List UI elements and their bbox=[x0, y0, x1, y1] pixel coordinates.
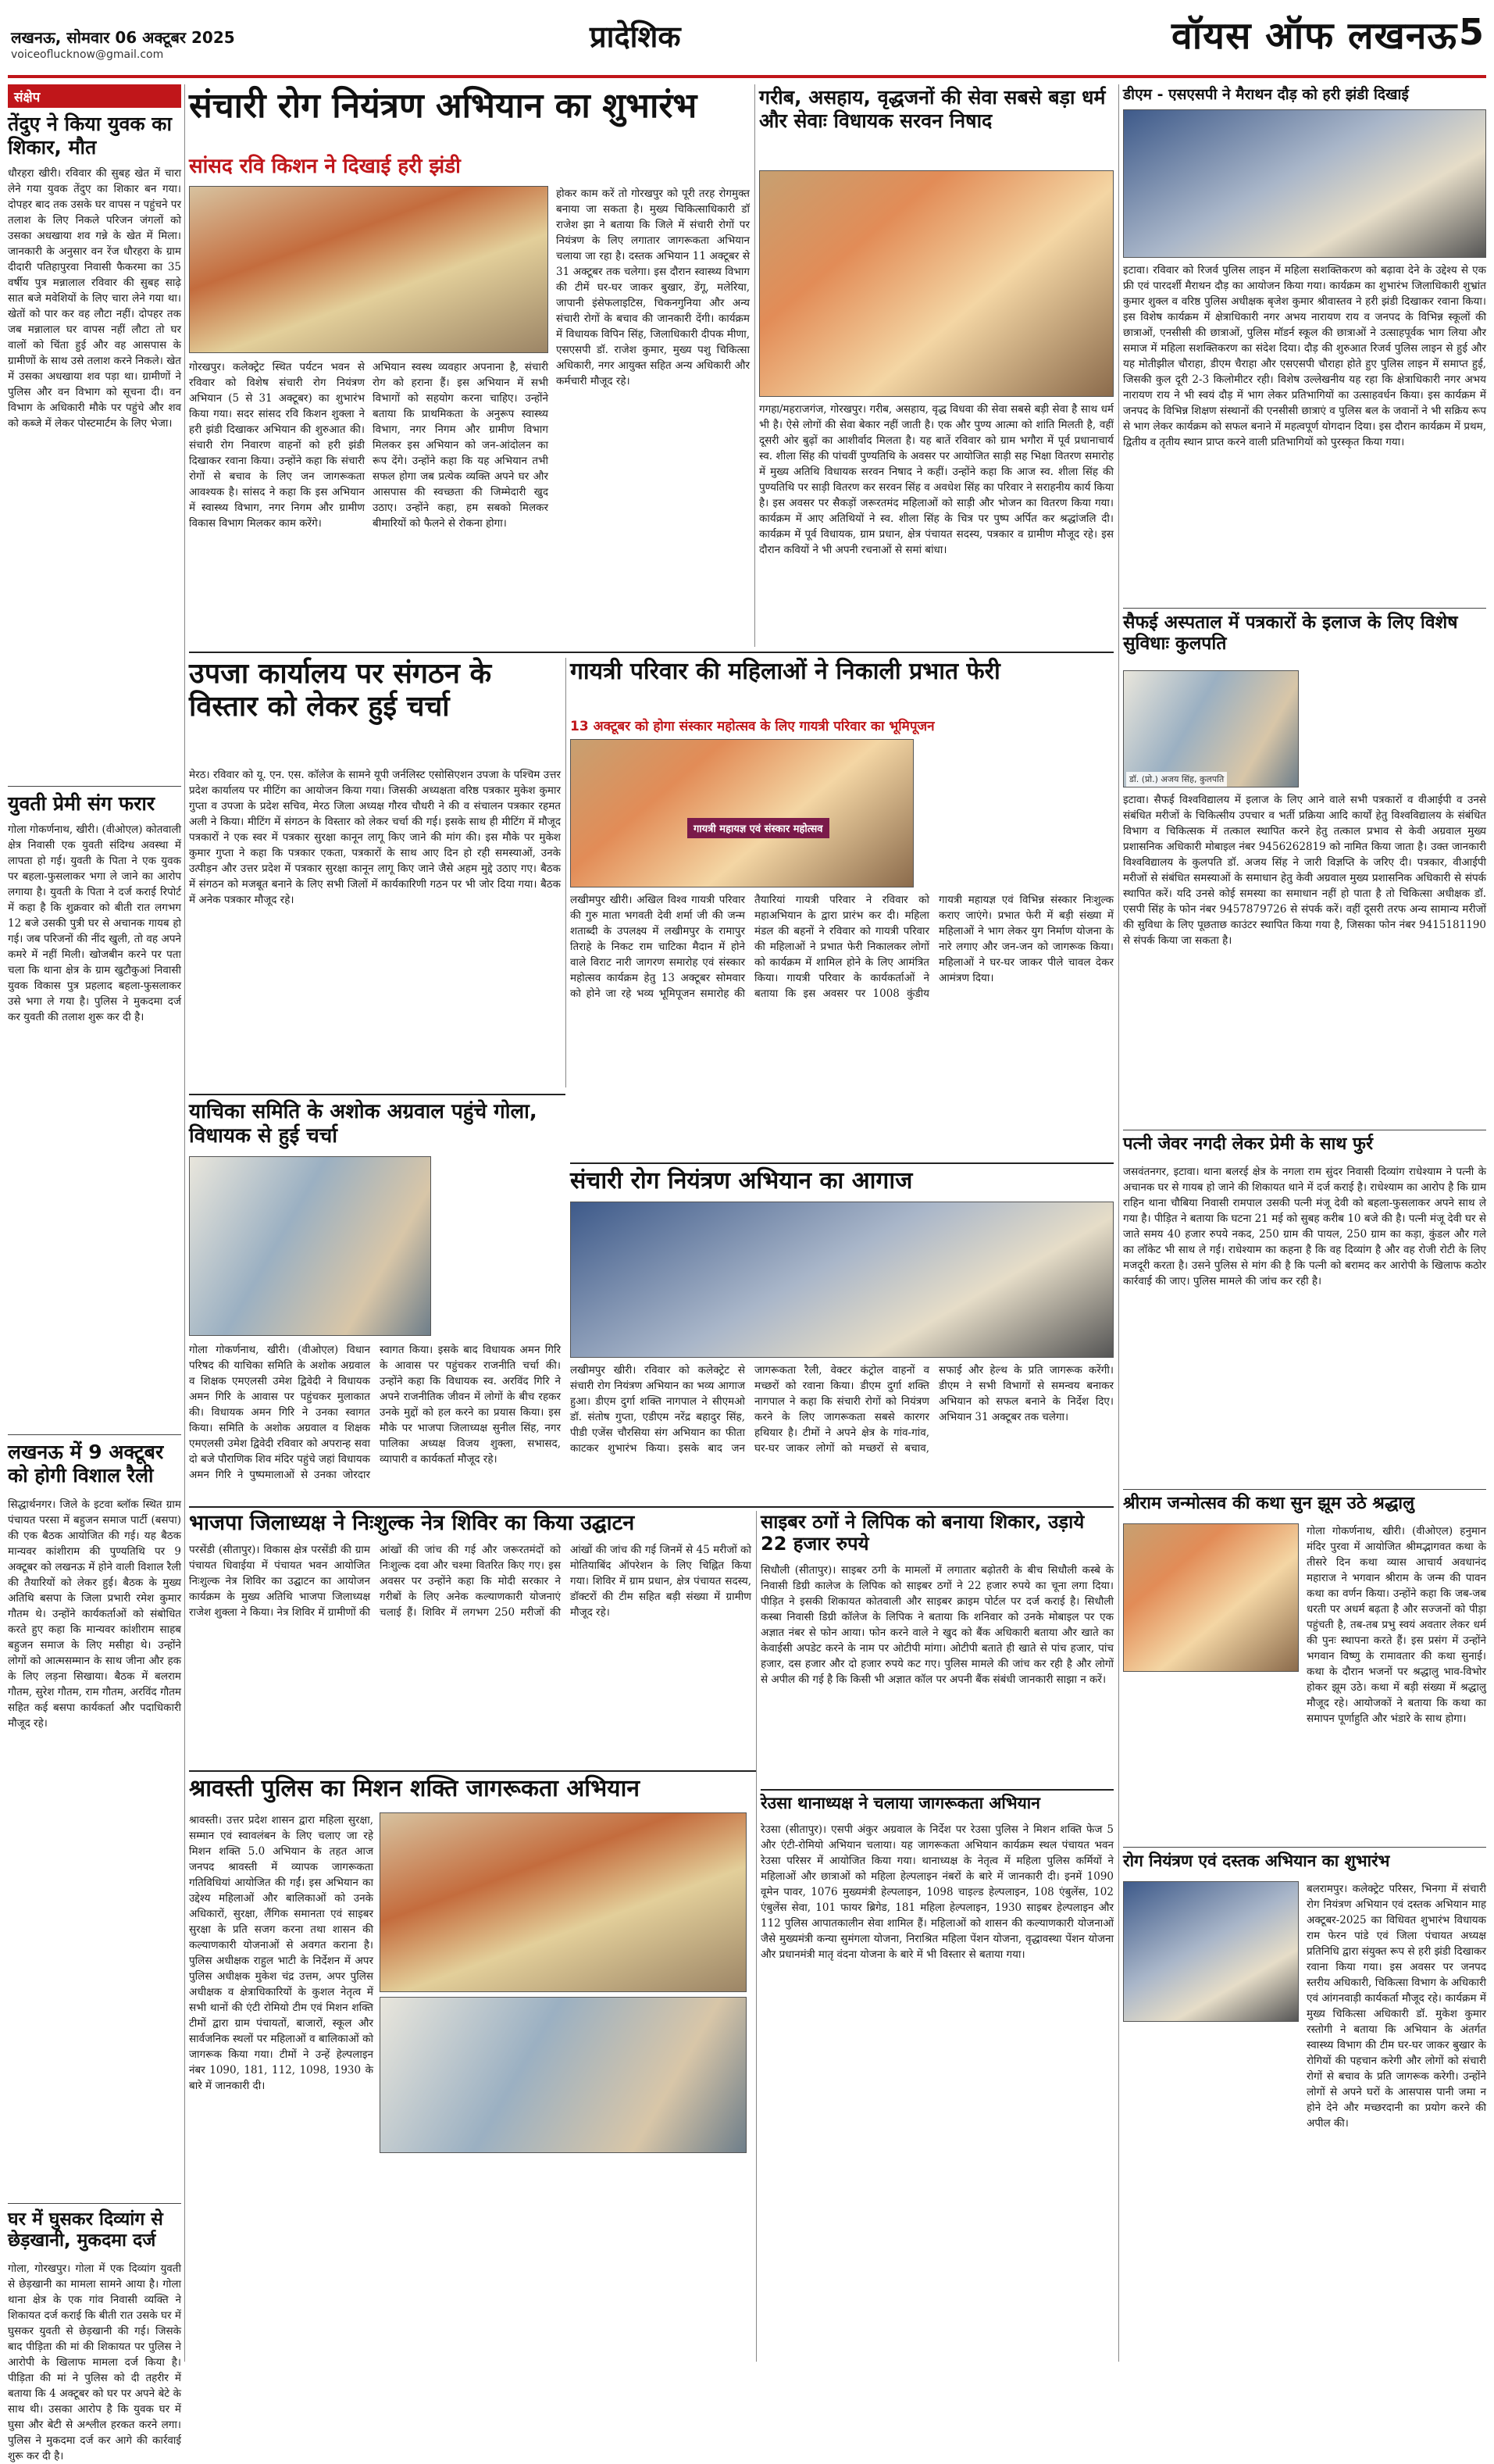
journalist-photo bbox=[1123, 670, 1299, 787]
lead-story bbox=[189, 86, 750, 648]
journalist-body: इटावा। सैफई विश्वविद्यालय में इलाज के लिए आने वाले सभी पत्रकारों व वीआईपी व उनसे संबंधित मरीजों के चिकित्सीय उपचार व भर्ती प्रक्रिया आदि कार्यों हेतु विश्वविद्यालय के संबंधित विभाग व चिकित्सक में तत्काल स्थापित करने हेतु तत्काल प्रभाव से केवी अग्रवाल मुख्य प्रशासनिक अधिकारी मोबाइल नंबर 9456262819 को नामित किया जाता है। उक्त जानकारी विश्वविद्यालय के कुलपति डॉ. अजय सिंह ने जारी विज्ञप्ति के जरिए दी। पत्रकार, वीआईपी मरीजों से संबंधित समस्याओं के समाधान हेतु केवी अग्रवाल मुख्य प्रशासनिक अधिकारी से संपर्क स्थापित करें। यदि उनसे कोई समस्या का समाधान नहीं हो पाता है तो चिकित्सा अधीक्षक डॉ. एसपी सिंह के फोन नंबर 9457879726 से संपर्क करें। वहीं दूसरी तरफ अन्य सामान्य मरीजों की सुविधा के लिए पूछताछ काउंटर स्थापित किया गया है, जिसका फोन नंबर 9415181190 से संपर्क किया जा सकता है। bbox=[1123, 794, 1486, 947]
marathon-story bbox=[1123, 86, 1486, 602]
ramkatha-story bbox=[1123, 1489, 1486, 1842]
poor-headline: गरीब, असहाय, वृद्धजनों की सेवा सबसे बड़ा धर्म और सेवाः विधायक सरवन निषाद bbox=[759, 86, 1106, 132]
lead-body-1: गोरखपुर। कलेक्ट्रेट स्थित पर्यटन भवन से रविवार को विशेष संचारी रोग नियंत्रण अभियान (5 से 31 अक्टूबर) का शुभारंभ किया गया। सदर सांसद रवि किशन शुक्ला ने हरी झंडी दिखाकर अभियान की शुरुआत की। संचारी रोग निवारण वाहनों को हरी झंडी दिखाकर रवाना किया। उन्होंने कहा कि संचारी रोगों से बचाव के लिए जन जागरूकता आवश्यक है। सांसद ने कहा कि इस अभियान में स्वास्थ्य विभाग, नगर निगम और ग्रामीण विकास विभाग मिलकर काम करेंगे। bbox=[189, 361, 365, 530]
brief-label: संक्षेप bbox=[8, 84, 181, 108]
poor-story bbox=[759, 86, 1114, 648]
brief-body-4: गोला, गोरखपुर। गोला में एक दिव्यांग युवती से छेड़खानी का मामला सामने आया है। गोला थाना क्षेत्र के एक गांव निवासी व्यक्ति ने शिकायत दर्ज कराई कि बीती रात उसके घर में घुसकर युवती से छेड़खानी की गई। जिसके बाद पीड़िता की मां की शिकायत पर पुलिस ने आरोपी के खिलाफ मामला दर्ज किया है। पीड़िता की मां ने पुलिस को दी तहरीर में बताया कि 4 अक्टूबर को घर पर अपने बेटे के साथ थी। उसका आरोप है कि युवक घर में घुसा और बेटी से अश्लील हरकत करने लगा। पुलिस ने मुकदमा दर्ज कर आगे की कार्रवाई शुरू कर दी है। bbox=[8, 2262, 181, 2462]
jewelry-body: जसवंतनगर, इटावा। थाना बलरई क्षेत्र के नगला राम सुंदर निवासी दिव्यांग राधेश्याम ने पत्नी के अचानक घर से गायब हो जाने की शिकायत थाने में दर्ज कराई है। राधेश्याम का आरोप है कि ग्राम राहिन थाना चौबिया निवासी रामपाल उसकी पत्नी मंजू देवी को बहला-फुसलाकर अपने साथ ले गया है। पीड़ित ने बताया कि घटना 21 मई को सुबह करीब 10 बजे की है। पत्नी मंजू देवी घर से जाते समय 40 हजार रुपये नकद, 250 ग्राम की पायल, 250 ग्राम का कड़ा, कुंडल और गले का लॉकेट भी साथ ले गई। राधेश्याम का कहना है कि वह दिव्यांग है और वह रोजी रोटी के लिए मजदूरी करता है। उसने पुलिस से मांग की है कि पत्नी को बरामद कर आरोपी के खिलाफ कठोर कार्रवाई की जाए। पुलिस मामले की जांच कर रही है। bbox=[1123, 1166, 1486, 1287]
lead-photo bbox=[189, 186, 548, 353]
shravasti-photo-2 bbox=[380, 1997, 747, 2153]
lead-body-3: होकर काम करें तो गोरखपुर को पूरी तरह रोगमुक्त बनाया जा सकता है। मुख्य चिकित्साधिकारी डॉ राजेश झा ने बताया कि जिले में संचारी रोगों पर नियंत्रण के लिए लगातार जागरूकता अभियान चलाया जा रहा है। दस्तक अभियान 11 अक्टूबर से 31 अक्टूबर तक चलेगा। इस दौरान स्वास्थ्य विभाग की टीमें घर-घर जाकर बुखार, डेंगू, मलेरिया, जापानी इंसेफलाइटिस, चिकनगुनिया और अन्य संचारी रोगों के बचाव की जानकारी देंगी। कार्यक्रम में विधायक विपिन सिंह, जिलाधिकारी दीपक मीणा, एसएसपी डॉ. राजेश कुमार, मुख्य पशु चिकित्सा अधिकारी, नगर आयुक्त सहित अन्य अधिकारी और कर्मचारी मौजूद रहे। bbox=[556, 187, 750, 387]
upja-headline: उपजा कार्यालय पर संगठन के विस्तार को लेकर हुई चर्चा bbox=[189, 658, 492, 723]
cyber-story bbox=[761, 1511, 1114, 1784]
lead-headline: संचारी रोग नियंत्रण अभियान का शुभारंभ bbox=[189, 86, 697, 126]
lead-body-2: अभियान स्वस्थ व्यवहार अपनाना है, संचारी रोग को हराना हैं। इस अभियान में सभी विभागों को सहयोग करना चाहिए। उन्होंने बताया कि प्राथमिकता के अनुरूप स्वास्थ्य विभाग, नगर निगम और ग्रामीण विभाग मिलकर इस अभियान को जन-आंदोलन का रूप देंगे। उन्होंने कहा कि यह अभियान तभी सफल होगा जब प्रत्येक व्यक्ति अपने घर और आसपास की स्वच्छता की जिम्मेदारी खुद उठाए। उन्होंने कहा, हम सबको मिलकर बीमारियों को फैलने से रोकना होगा। bbox=[373, 361, 548, 530]
dastak-photo bbox=[1123, 1881, 1299, 2022]
section-label: प्रादेशिक bbox=[590, 20, 681, 54]
yachika-photo bbox=[189, 1156, 431, 1336]
lead-subhead: सांसद रवि किशन ने दिखाई हरी झंडी bbox=[189, 155, 461, 178]
masthead bbox=[0, 0, 1494, 83]
reusa-story bbox=[761, 1794, 1114, 2362]
sanchari2-body: लखीमपुर खीरी। रविवार को कलेक्ट्रेट से संचारी रोग नियंत्रण अभियान का भव्य आगाज हुआ। डीएम दुर्गा शक्ति नागपाल ने सीएमओ डॉ. संतोष गुप्ता, एडीएम नरेंद्र बहादुर सिंह, पीडी एजेंस चौरसिया संग अभियान का फीता काटकर शुभारंभ किया। इसके बाद जन जागरूकता रैली, वेक्टर कंट्रोल वाहनों व मच्छरों को रवाना किया। डीएम दुर्गा शक्ति नागपाल ने कहा कि संचारी रोगों को नियंत्रण करने के लिए जागरूकता सबसे कारगर हथियार है। टीमों ने अपने क्षेत्र के गांव-गांव, घर-घर जाकर लोगों को मच्छरों से बचाव, सफाई और हेल्थ के प्रति जागरूक करेंगी। डीएम ने सभी विभागों से समन्वय बनाकर अभियान को सफल बनाने के निर्देश दिए। अभियान 31 अक्टूबर तक चलेगा। bbox=[570, 1364, 1114, 1455]
bhajpa-story bbox=[189, 1511, 751, 1766]
shravasti-photo-1 bbox=[380, 1812, 747, 1992]
yachika-body: गोला गोकर्णनाथ, खीरी। (वीओएल) विधान परिषद की याचिका समिति के अशोक अग्रवाल व शिक्षक एमएलसी उमेश द्विवेदी ने विधायक अमन गिरि के आवास पर पहुंचकर मुलाकात की। विधायक अमन गिरि ने उनका स्वागत किया। समिति के अशोक अग्रवाल व शिक्षक एमएलसी उमेश द्विवेदी रविवार को अपरान्ह सवा दो बजे पौराणिक शिव मंदिर पहुंचे जहां विधायक अमन गिरि ने पुष्पमालाओं से उनका जोरदार स्वागत किया। इसके बाद विधायक अमन गिरि के आवास पर पहुंचकर राजनीति चर्चा की। उन्होंने कहा कि विधायक स्व. अरविंद गिरि ने अपने राजनीतिक जीवन में लोगों के बीच रहकर उनके मुद्दों को हल करने का प्रयास किया। इस मौके पर भाजपा जिलाध्यक्ष सुनील सिंह, नगर पालिका अध्यक्ष विजय शुक्ला, सभासद, व्यापारी व कार्यकर्ता मौजूद रहे। bbox=[189, 1344, 561, 1481]
masthead-rule bbox=[8, 75, 1486, 78]
reusa-body: रेउसा (सीतापुर)। एसपी अंकुर अग्रवाल के निर्देश पर रेउसा पुलिस ने मिशन शक्ति फेज 5 और एंटी-रोमियो अभियान चलाया। यह जागरूकता अभियान कार्यक्रम स्थल पंचायत भवन रेउसा परिसर में आयोजित किया गया। थानाध्यक्ष के नेतृत्व में महिला पुलिस कर्मियों ने महिलाओं और छात्राओं को महिला हेल्पलाइन नंबरों के बारे में जानकारी दी। इनमें 1090 वूमेन पावर, 1076 मुख्यमंत्री हेल्पलाइन, 1098 चाइल्ड हेल्पलाइन, 108 एंबुलेंस, 102 एंबुलेंस सेवा, 101 फायर ब्रिगेड, 181 महिला हेल्पलाइन, 1930 साइबर हेल्पलाइन और 112 पुलिस आपातकालीन सेवा शामिल हैं। महिलाओं को शासन की कल्याणकारी योजनाओं जैसे मुख्यमंत्री कन्या सुमंगला योजना, निराश्रित महिला पेंशन योजना, वृद्धावस्था पेंशन योजना और प्रधानमंत्री मातृ वंदना योजना के बारे में भी विस्तार से बताया गया। bbox=[761, 1823, 1114, 1961]
dastak-story bbox=[1123, 1847, 1486, 2362]
dastak-body: बलरामपुर। कलेक्ट्रेट परिसर, भिनगा में संचारी रोग नियंत्रण अभियान एवं दस्तक अभियान माह अक्टूबर-2025 का विधिवत शुभारंभ विधायक राम फेरन पांडे एवं जिला पंचायत अध्यक्ष प्रतिनिधि द्वारा संयुक्त रूप से हरी झंडी दिखाकर रवाना किया गया। इस अवसर पर जनपद स्तरीय अधिकारी, चिकित्सा विभाग के अधिकारी एवं आंगनवाड़ी कार्यकर्ता मौजूद रहे। कार्यक्रम में मुख्य चिकित्सा अधिकारी डॉ. मुकेश कुमार रस्तोगी ने बताया कि अभियान के अंतर्गत स्वास्थ्य विभाग की टीम घर-घर जाकर बुखार के रोगियों की पहचान करेगी और लोगों को संचारी रोगों से बचाव के प्रति जागरूक करेगी। उन्होंने लोगों से अपने घरों के आसपास पानी जमा न होने देने और मच्छरदानी का प्रयोग करने की अपील की। bbox=[1307, 1883, 1486, 2130]
brief-headline-1: तेंदुए ने किया युवक का शिकार, मौत bbox=[8, 112, 172, 159]
brief-body-3: सिद्धार्थनगर। जिले के इटवा ब्लॉक स्थित ग्राम पंचायत परसा में बहुजन समाज पार्टी (बसपा) की एक बैठक आयोजित की गई। यह बैठक मान्यवर कांशीराम की पुण्यतिथि पर 9 अक्टूबर को लखनऊ में होने वाली विशाल रैली की तैयारियों को लेकर हुई। बैठक के मुख्य अतिथि बसपा के जिला प्रभारी रमेश कुमार गौतम थे। उन्होंने कार्यकर्ताओं को संबोधित करते हुए कहा कि मान्यवर कांशीराम साहब बहुजन समाज के लिए मसीहा थे। उन्होंने लोगों को आत्मसम्मान के साथ जीना और हक के लिए लड़ना सिखाया। बैठक में बलराम गौतम, सुरेश गौतम, राम गौतम, अरविंद गौतम सहित कई बसपा कार्यकर्ता और पदाधिकारी मौजूद रहे। bbox=[8, 1498, 181, 1730]
marathon-headline: डीएम - एसएसपी ने मैराथन दौड़ को हरी झंडी दिखाई bbox=[1123, 86, 1409, 103]
ramkatha-photo bbox=[1123, 1523, 1299, 1672]
gayatri-photo bbox=[570, 739, 914, 887]
ramkatha-body: गोला गोकर्णनाथ, खीरी। (वीओएल) हनुमान मंदिर पुरवा में आयोजित श्रीमद्भागवत कथा के तीसरे दिन कथा व्यास आचार्य अवधानंद महाराज ने भगवान श्रीराम के जन्म की पावन कथा का वर्णन किया। उन्होंने कहा कि जब-जब धरती पर अधर्म बढ़ता है और सज्जनों को पीड़ा पहुंचती है, तब-तब प्रभु स्वयं अवतार लेकर धर्म की पुनः स्थापना करते हैं। इस प्रसंग में उन्होंने भगवान विष्णु के रामावतार की कथा सुनाई। कथा के दौरान भजनों पर श्रद्धालु भाव-विभोर होकर झूम उठे। कथा में बड़ी संख्या में श्रद्धालु मौजूद रहे। आयोजकों ने बताया कि कथा का समापन पूर्णाहुति और भंडारे के साथ होगा। bbox=[1307, 1525, 1486, 1725]
date-line: लखनऊ, सोमवार 06 अक्टूबर 2025 bbox=[11, 28, 235, 47]
page-number: 5 bbox=[1459, 11, 1485, 53]
sanchari2-headline: संचारी रोग नियंत्रण अभियान का आगाज bbox=[570, 1167, 913, 1195]
brief-headline-2: युवती प्रेमी संग फरार bbox=[8, 792, 155, 815]
journalist-headline: सैफई अस्पताल में पत्रकारों के इलाज के लिए विशेष सुविधाः कुलपति bbox=[1123, 612, 1458, 655]
journalist-story bbox=[1123, 608, 1486, 1123]
reusa-headline: रेउसा थानाध्यक्ष ने चलाया जागरूकता अभियान bbox=[761, 1794, 1040, 1812]
brief-column bbox=[8, 84, 181, 2462]
poor-photo bbox=[759, 170, 1114, 397]
gayatri-headline: गायत्री परिवार की महिलाओं ने निकाली प्रभात फेरी bbox=[570, 658, 1000, 685]
brief-body-1: धौरहरा खीरी। रविवार की सुबह खेत में चारा लेने गया युवक तेंदुए का शिकार बन गया। दोपहर बाद तक उसके घर वापस न पहुंचने पर तलाश के लिए निकले परिजन जंगलों को उसका अधखाया शव गन्ने के खेत में मिला। जानकारी के अनुसार वन रेंज धौरहरा के ग्राम दीदारी पतिहापुरवा निवासी फैकरमा का 35 वर्षीय पुत्र मन्नालाल रविवार की सुबह साढ़े सात बजे मवेशियों के लिए चारा लेने गया था। खेतों को पार कर वह लौटा नहीं। दोपहर तक जब मन्नालाल घर वापस नहीं लौटा तो घर वालों को चिंता हुई और वह आसपास के ग्रामीणों के साथ उसे तलाश करने निकले। खेत में उसका अधखाया शव पड़ा था। ग्रामीणों ने पुलिस और वन विभाग को सूचना दी। वन विभाग के अधिकारी मौके पर पहुंचे और शव को कब्जे में लेकर पोस्टमार्टम के लिए भेजा। bbox=[8, 167, 181, 430]
jewelry-story bbox=[1123, 1130, 1486, 1484]
sanchari2-story bbox=[570, 1167, 1114, 1509]
sanchari2-photo bbox=[570, 1202, 1114, 1358]
journalist-photo-caption: डॉ. (प्रो.) अजय सिंह, कुलपति bbox=[1126, 772, 1227, 787]
bhajpa-headline: भाजपा जिलाध्यक्ष ने निःशुल्क नेत्र शिविर का किया उद्घाटन bbox=[189, 1511, 635, 1535]
shravasti-body: श्रावस्ती। उत्तर प्रदेश शासन द्वारा महिला सुरक्षा, सम्मान एवं स्वावलंबन के लिए चलाए जा रहे मिशन शक्ति 5.0 अभियान के तहत आज जनपद श्रावस्ती में व्यापक जागरूकता गतिविधियां आयोजित की गईं। इस अभियान का उद्देश्य महिलाओं और बालिकाओं को उनके अधिकारों, सुरक्षा, लैंगिक समानता एवं साइबर सुरक्षा के प्रति सजग करना तथा शासन की कल्याणकारी योजनाओं से अवगत कराना है। पुलिस अधीक्षक राहुल भाटी के निर्देशन में अपर पुलिस अधीक्षक मुकेश चंद्र उत्तम, अपर पुलिस अधीक्षक व क्षेत्राधिकारियों के कुशल नेतृत्व में सभी थानों की एंटी रोमियो टीम एवं मिशन शक्ति टीमों द्वारा ग्राम पंचायतों, बाजारों, स्कूल और सार्वजनिक स्थलों पर महिलाओं व बालिकाओं को जागरूक किया गया। टीमों ने उन्हें हेल्पलाइन नंबर 1090, 181, 112, 1098, 1930 के बारे में जानकारी दी। bbox=[189, 1814, 373, 2092]
shravasti-headline: श्रावस्ती पुलिस का मिशन शक्ति जागरूकता अभियान bbox=[189, 1775, 640, 1802]
jewelry-headline: पत्नी जेवर नगदी लेकर प्रेमी के साथ फुर्र bbox=[1123, 1134, 1373, 1154]
upja-story bbox=[189, 658, 561, 1087]
poor-body: गगहा/महराजगंज, गोरखपुर। गरीब, असहाय, वृद्ध विधवा की सेवा सबसे बड़ी सेवा है साथ धर्म भी है। ऐसे लोगों की सेवा बेकार नहीं जाती है। एक और पुण्य आत्मा को शांति मिलती है, वहीं दूसरी ओर बुढ़ों का आशीर्वाद मिलता है। यह बातें रविवार को ग्राम भगौरा में पूर्व प्रधानाचार्य स्व. शीला सिंह की पांचवीं पुण्यतिथि के अवसर पर आयोजित साड़ी सह भिक्षा वितरण समारोह में मुख्य अतिथि विधायक सरवन निषाद ने कहीं। उन्होंने कहा कि आज स्व. शीला सिंह की पुण्यतिथि पर साड़ी वितरण कर सरवन सिंह व अवधेश सिंह का परिवार ने सराहनीय कार्य किया है। इस अवसर पर सैकड़ों जरूरतमंद महिलाओं को साड़ी और भोजन का वितरण किया गया। कार्यक्रम में आए अतिथियों ने स्व. शीला सिंह के चित्र पर पुष्प अर्पित कर श्रद्धांजलि दी। कार्यक्रम में पूर्व विधायक, ग्राम प्रधान, क्षेत्र पंचायत सदस्य, पत्रकार व ग्रामीण मौजूद रहे। इस दौरान कवियों ने भी अपनी रचनाओं से समां बांधा। bbox=[759, 403, 1114, 556]
upja-body: मेरठ। रविवार को यू. एन. एस. कॉलेज के सामने यूपी जर्नलिस्ट एसोसिएशन उपजा के पश्चिम उत्तर प्रदेश कार्यालय पर मीटिंग का आयोजन किया गया। जिसकी अध्यक्षता वरिष्ठ पत्रकार मुकेश कुमार गुप्ता व उपजा के प्रदेश सचिव, मेरठ जिला अध्यक्ष गौरव चौधरी ने की व संचालन पत्रकार रहमत अली ने किया। मीटिंग में संगठन के विस्तार को लेकर चर्चा की गई। इसके साथ ही मीटिंग में मौजूद पत्रकारों ने एक स्वर में पत्रकार सुरक्षा कानून लागू किए जाने की मांग की। इस मौके पर मुकेश कुमार गुप्ता ने कहा कि पत्रकार एकता, पत्रकारों के साथ आए दिन हो रही समस्याओं, उनके उत्पीड़न और उत्तर प्रदेश में पत्रकार सुरक्षा कानून लागू किए जाने जैसे अहम मुद्दे उठाए गए। बैठक में संगठन को मजबूत बनाने के लिए सभी जिलों में कार्यकारिणी गठन पर भी जोर दिया गया। बैठक में अनेक पत्रकार मौजूद रहे। bbox=[189, 769, 561, 906]
gayatri-banner: गायत्री महायज्ञ एवं संस्कार महोत्सव bbox=[687, 818, 829, 838]
yachika-headline: याचिका समिति के अशोक अग्रवाल पहुंचे गोला, विधायक से हुई चर्चा bbox=[189, 1100, 537, 1148]
marathon-photo bbox=[1123, 109, 1486, 258]
brief-headline-3: लखनऊ में 9 अक्टूबर को होगी विशाल रैली bbox=[8, 1441, 164, 1487]
brief-body-2: गोला गोकर्णनाथ, खीरी। (वीओएल) कोतवाली क्षेत्र निवासी एक युवती संदिग्ध अवस्था में लापता हो गई। युवती के पिता ने एक युवक पर बहला-फुसलाकर भगा ले जाने का आरोप लगाया है। युवती के पिता ने दर्ज कराई रिपोर्ट में कहा है कि शुक्रवार को बीती रात लगभग 12 बजे उसकी पुत्री घर से अचानक गायब हो गई। जब परिजनों की नींद खुली, तो वह अपने कमरे में नहीं मिली। खोजबीन करने पर पता चला कि थाना क्षेत्र के ग्राम खुटौकुआं निवासी युवक विकास पुत्र प्रहलाद बहला-फुसलाकर उसे भगा ले गया है। पुलिस ने मुकदमा दर्ज कर युवती की तलाश शुरू कर दी है। bbox=[8, 823, 181, 1023]
dastak-headline: रोग नियंत्रण एवं दस्तक अभियान का शुभारंभ bbox=[1123, 1852, 1390, 1870]
marathon-body: इटावा। रविवार को रिजर्व पुलिस लाइन में महिला सशक्तिकरण को बढ़ावा देने के उद्देश्य से एक फ्री एवं पारदर्शी मैराथन दौड़ का आयोजन किया गया। कार्यक्रम का शुभारंभ जिलाधिकारी शुभ्रांत कुमार शुक्ल व वरिष्ठ पुलिस अधीक्षक बृजेश कुमार श्रीवास्तव ने हरी झंडी दिखाकर रवाना किया। इस विशेष कार्यक्रम में क्षेत्राधिकारी नगर अभय नारायण राय व जनपद के विभिन्न स्कूलों की छात्राओं, एनसीसी की छात्राओं, पुलिस मॉडर्न स्कूल की छात्राओं ने उत्साहपूर्वक भाग लिया और समाज में महिला सशक्तिकरण का संदेश दिया। दौड़ की शुरुआत रिजर्व पुलिस लाइन से हुई और यह मोतीझील चौराहा, डीएम चैराहा और एसएसपी चौराहा होते हुए पुलिस लाइन में समाप्त हुई, जिसकी कुल दूरी 2-3 किलोमीटर रही। विशेष उल्लेखनीय यह रहा कि क्षेत्राधिकारी नगर अभय नारायण राय ने भी स्वयं दौड़ में भाग लेकर प्रतिभागियों का उत्साहवर्धन किया। इस कार्यक्रम में जनपद के विभिन्न शिक्षण संस्थानों की एनसीसी छात्राएं व पुलिस बल के जवानों ने भी सक्रिय रूप से भाग लेकर कार्यक्रम को सफल बनाने में महत्वपूर्ण योगदान दिया। इस दौरान कार्यक्रम में प्रथम, द्वितीय व तृतीय स्थान प्राप्त करने वाली प्रतिभागियों को पुरस्कृत किया गया। bbox=[1123, 264, 1486, 448]
ramkatha-headline: श्रीराम जन्मोत्सव की कथा सुन झूम उठे श्रद्धालु bbox=[1123, 1494, 1415, 1513]
gayatri-body: लखीमपुर खीरी। अखिल विश्व गायत्री परिवार की गुरु माता भगवती देवी शर्मा जी की जन्म शताब्दी के उपलक्ष्य में लखीमपुर के रामापुर तिराहे के निकट राम चाटिका मैदान में होने वाले विराट नारी जागरण समारोह एवं संस्कार महोत्सव कार्यक्रम हेतु 13 अक्टूबर सोमवार को होने जा रहे भव्य भूमिपूजन समारोह की तैयारियां गायत्री परिवार ने रविवार को महाअभियान के द्वारा प्रारंभ कर दी। महिला मंडल की बहनों ने रविवार को गायत्री परिवार की महिलाओं ने प्रभात फेरी निकालकर लोगों को कार्यक्रम में शामिल होने के लिए आमंत्रित किया। गायत्री परिवार के कार्यकर्ताओं ने बताया कि इस अवसर पर 1008 कुंडीय गायत्री महायज्ञ एवं विभिन्न संस्कार निःशुल्क कराए जाएंगे। प्रभात फेरी में बड़ी संख्या में महिलाओं ने भाग लेकर युग निर्माण योजना के नारे लगाए और जन-जन को जागरूक किया। महिलाओं ने घर-घर जाकर पीले चावल देकर आमंत्रण दिया। bbox=[570, 894, 1114, 1000]
bhajpa-body: परसेंडी (सीतापुर)। विकास क्षेत्र परसेंडी की ग्राम पंचायत धिवाईया में पंचायत भवन आयोजित निःशुल्क नेत्र शिविर का उद्घाटन का आयोजन कार्यक्रम के मुख्य अतिथि भाजपा जिलाध्यक्ष राजेश शुक्ला ने किया। नेत्र शिविर में ग्रामीणों की आंखों की जांच की गई और जरूरतमंदों को निःशुल्क दवा और चश्मा वितरित किए गए। इस अवसर पर उन्होंने कहा कि मोदी सरकार ने गरीबों के लिए अनेक कल्याणकारी योजनाएं चलाई हैं। शिविर में लगभग 250 मरीजों की आंखों की जांच की गई जिनमें से 45 मरीजों को मोतियाबिंद ऑपरेशन के लिए चिह्नित किया गया। शिविर में ग्राम प्रधान, क्षेत्र पंचायत सदस्य, डॉक्टरों की टीम सहित बड़ी संख्या में ग्रामीण मौजूद रहे। bbox=[189, 1544, 751, 1619]
yachika-story bbox=[189, 1100, 561, 1502]
gayatri-story bbox=[570, 658, 1114, 1158]
email: voiceoflucknow@gmail.com bbox=[11, 48, 164, 61]
brief-headline-4: घर में घुसकर दिव्यांग से छेड़खानी, मुकदमा दर्ज bbox=[8, 2209, 163, 2252]
gayatri-subhead: 13 अक्टूबर को होगा संस्कार महोत्सव के लिए गायत्री परिवार का भूमिपूजन bbox=[570, 719, 935, 734]
paper-name: वॉयस ऑफ लखनऊ bbox=[1171, 14, 1458, 58]
cyber-headline: साइबर ठगों ने लिपिक को बनाया शिकार, उड़ाये 22 हजार रुपये bbox=[761, 1511, 1085, 1555]
shravasti-story bbox=[189, 1775, 751, 2362]
cyber-body: सिधौली (सीतापुर)। साइबर ठगी के मामलों में लगातार बढ़ोतरी के बीच सिधौली कस्बे के निवासी डिग्री कालेज के लिपिक को साइबर ठगों ने 22 हजार रुपये का चूना लगा दिया। पीड़ित ने इसकी शिकायत कोतवाली और साइबर क्राइम पोर्टल पर दर्ज कराई है। सिधौली कस्बा निवासी डिग्री कॉलेज के लिपिक ने बताया कि शनिवार को उनके मोबाइल पर एक अज्ञात नंबर से फोन आया। फोन करने वाले ने खुद को बैंक अधिकारी बताया और खाते का केवाईसी अपडेट करने के नाम पर ओटीपी मांगा। ओटीपी बताते ही खाते से पांच हजार, पांच हजार, दस हजार और दो हजार रुपये कट गए। पुलिस मामले की जांच कर रही है और लोगों से अपील की गई है कि किसी भी अज्ञात कॉल पर अपनी बैंक संबंधी जानकारी साझा न करें। bbox=[761, 1564, 1114, 1686]
